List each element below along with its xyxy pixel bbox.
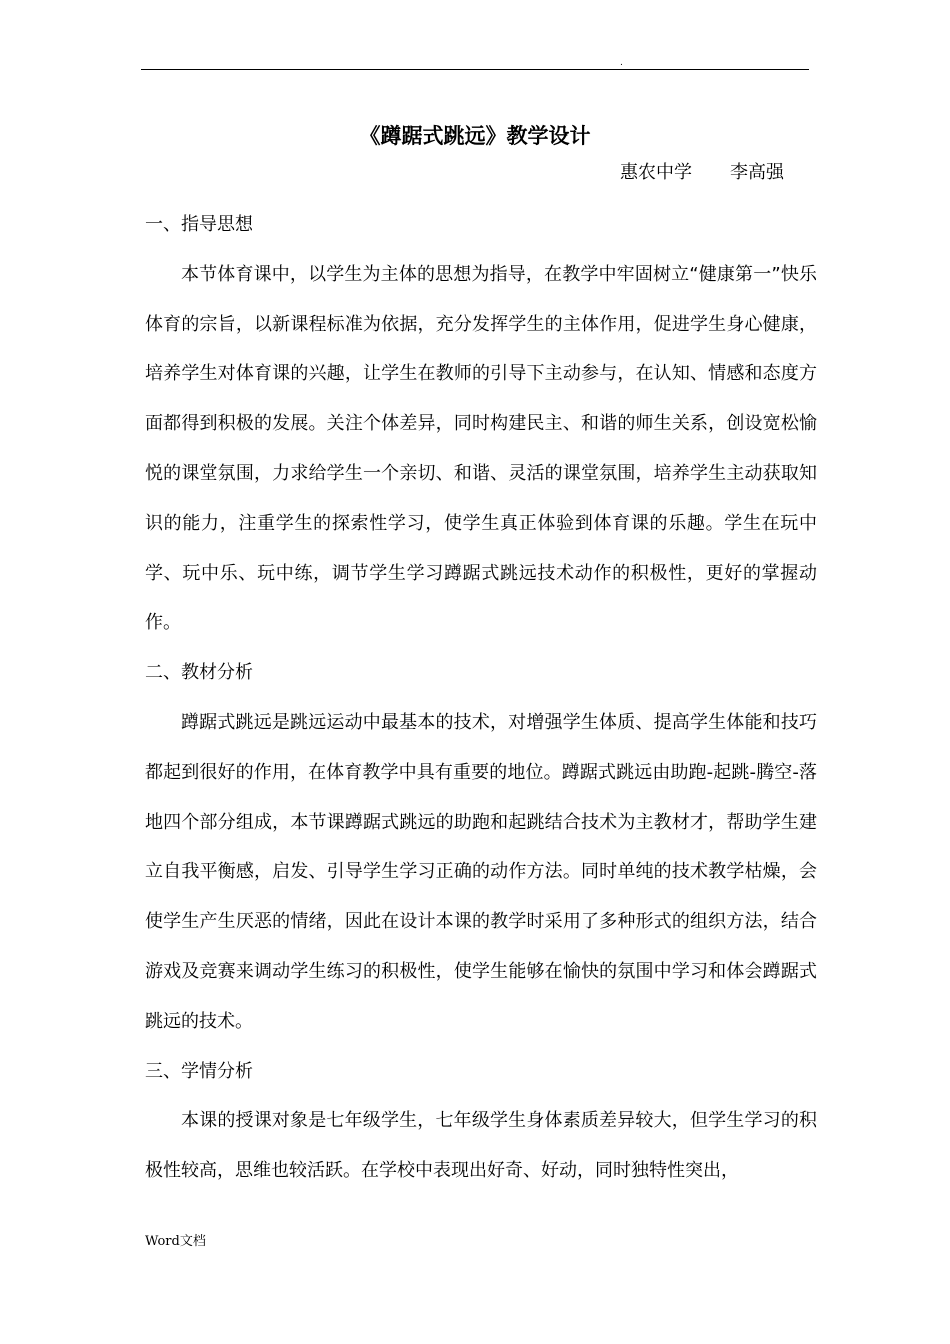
section-paragraph: 本课的授课对象是七年级学生，七年级学生身体素质差异较大，但学生学习的积极性较高，思维也较活跃。在学校中表现出好奇、好动，同时独特性突出， — [145, 1110, 817, 1182]
section-guiding-ideology — [145, 200, 817, 648]
section-student-analysis — [145, 1047, 817, 1196]
section-paragraph: 本节体育课中，以学生为主体的思想为指导，在教学中牢固树立“健康第一”快乐体育的宗旨，以新课程标准为依据，充分发挥学生的主体作用，促进学生身心健康，培养学生对体育课的兴趣，让学生在教师的引导下主动参与，在认知、情感和态度方面都得到积极的发展。关注个体差异，同时构建民主、和谐的师生关系，创设宽松愉悦的课堂氛围，力求给学生一个亲切、和谐、灵活的课堂氛围，培养学生主动获取知识的能力，注重学生的探索性学习，使学生真正体验到体育课的乐趣。学生在玩中学、玩中乐、玩中练，调节学生学习蹲踞式跳远技术动作的积极性，更好的掌握动作。 — [145, 263, 817, 634]
section-heading: 三、学情分析 — [145, 1060, 253, 1082]
section-paragraph: 蹲踞式跳远是跳远运动中最基本的技术，对增强学生体质、提高学生体能和技巧都起到很好的作用，在体育教学中具有重要的地位。蹲踞式跳远由助跑-起跳-腾空-落地四个部分组成，本节课蹲踞式跳远的助跑和起跳结合技术为主教材才，帮助学生建立自我平衡感，启发、引导学生学习正确的动作方法。同时单纯的技术教学枯燥，会使学生产生厌恶的情绪，因此在设计本课的教学时采用了多种形式的组织方法，结合游戏及竞赛来调动学生练习的积极性，使学生能够在愉快的氛围中学习和体会蹲踞式跳远的技术。 — [145, 711, 817, 1032]
document-body — [145, 200, 817, 1196]
header-mark: . — [620, 58, 623, 68]
section-heading: 二、教材分析 — [145, 662, 253, 684]
header-rule — [141, 69, 809, 70]
author-line — [620, 158, 784, 188]
section-textbook-analysis — [145, 648, 817, 1046]
author-name: 李高强 — [730, 162, 784, 183]
footer-label: Word文档 — [145, 1234, 206, 1249]
section-heading: 一、指导思想 — [145, 214, 253, 235]
document-title: 《蹲踞式跳远》教学设计 — [359, 124, 591, 149]
author-school: 惠农中学 — [620, 162, 692, 183]
